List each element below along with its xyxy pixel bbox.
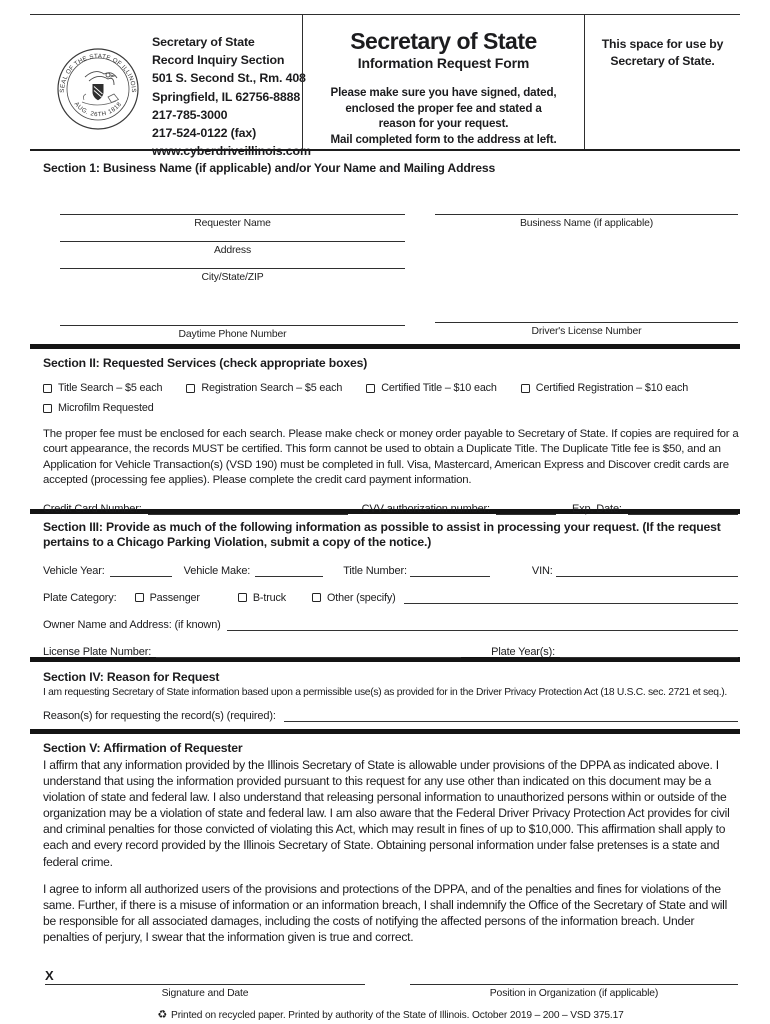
drivers-license-field[interactable] — [435, 322, 738, 337]
microfilm-checkbox[interactable] — [43, 404, 52, 413]
exp-date-label: Exp. Date: — [571, 502, 622, 515]
reason-field[interactable] — [284, 709, 738, 722]
requester-name-field[interactable] — [60, 214, 405, 229]
microfilm-option[interactable] — [43, 402, 738, 414]
b-truck-option[interactable] — [238, 592, 286, 604]
credit-card-label: Credit Card Number: — [43, 502, 142, 515]
state-seal-icon — [56, 42, 140, 134]
cvv-field[interactable] — [496, 502, 556, 515]
form-footer — [43, 1008, 738, 1021]
illinois-state-seal — [56, 42, 140, 149]
section-4-title: Section IV: Reason for Request — [43, 670, 220, 684]
section-5 — [30, 734, 740, 1021]
certified-registration-option[interactable] — [521, 382, 688, 394]
vin-field[interactable] — [556, 564, 738, 577]
title-number-field[interactable] — [410, 564, 490, 577]
registration-search-option[interactable] — [186, 382, 342, 394]
city-state-zip-field[interactable] — [60, 268, 405, 283]
form-subtitle: Information Request Form — [357, 55, 530, 71]
other-checkbox[interactable] — [312, 593, 321, 602]
section-1 — [30, 151, 740, 344]
header-title-block — [302, 15, 585, 149]
owner-name-address-field[interactable] — [227, 618, 738, 631]
certified-registration-checkbox[interactable] — [521, 384, 530, 393]
daytime-phone-field[interactable] — [60, 325, 405, 340]
header-office-block — [30, 15, 311, 159]
address-label: Address — [213, 245, 252, 256]
section-1-title: Section 1: Business Name (if applicable) and/or Your Name and Mailing Address — [43, 161, 496, 175]
office-fax: 217-524-0122 (fax) — [152, 126, 257, 141]
instruction-line: Mail completed form to the address at left. — [330, 132, 557, 146]
footer-text: Printed on recycled paper. Printed by authority of the State of Illinois. October 2019 – 200 – VSD 375.17 — [171, 1010, 624, 1022]
reason-row — [43, 709, 738, 722]
vehicle-make-field[interactable] — [255, 564, 323, 577]
other-specify-field[interactable] — [404, 591, 738, 604]
vehicle-make-label: Vehicle Make: — [183, 564, 251, 577]
registration-search-label: Registration Search – $5 each — [201, 382, 343, 394]
title-search-label: Title Search – $5 each — [58, 382, 163, 394]
plate-category-label: Plate Category: — [43, 591, 117, 604]
credit-card-number-field[interactable] — [148, 502, 348, 515]
city-state-zip-label: City/State/ZIP — [201, 272, 264, 283]
b-truck-checkbox[interactable] — [238, 593, 247, 602]
signature-label: Signature and Date — [161, 988, 249, 1000]
office-line: Secretary of State — [152, 35, 255, 49]
office-line: 501 S. Second St., Rm. 408 — [152, 71, 306, 86]
form-instructions — [303, 85, 584, 147]
license-plate-field[interactable] — [156, 645, 461, 658]
office-line: Record Inquiry Section — [152, 53, 285, 68]
owner-label: Owner Name and Address: (if known) — [43, 618, 221, 631]
instruction-line: Please make sure you have signed, dated, — [330, 86, 557, 99]
seal-eagle-emblem — [82, 72, 119, 105]
microfilm-label: Microfilm Requested — [58, 402, 154, 414]
business-name-field[interactable] — [435, 214, 738, 229]
position-field[interactable] — [410, 970, 738, 985]
credit-card-row — [43, 502, 738, 515]
recycle-icon: ♻ — [157, 1009, 168, 1022]
seal-bottom-text: AUG. 26TH 1818 — [72, 100, 124, 119]
drivers-license-label: Driver's License Number — [531, 326, 642, 337]
passenger-checkbox[interactable] — [135, 593, 144, 602]
signature-block — [45, 970, 365, 999]
fee-paragraph: The proper fee must be enclosed for each search. Please make check or money order payable to Secretary of State. If copies are required for a court appearance, the records MUST be certified. This form cannot be used to obtain a Duplicate Title. The Duplicate Title fee is $50, and an Application for Vehicle Transaction(s) (VSD 190) must be completed in full. Visa, Mastercard, American Express and Discover credit cards are accepted (processing fee applies). Please complete the credit card payment information. — [43, 428, 739, 487]
vehicle-year-field[interactable] — [110, 564, 172, 577]
reason-label: Reason(s) for requesting the record(s) (required): — [43, 710, 276, 722]
position-block — [410, 970, 738, 999]
registration-search-checkbox[interactable] — [186, 384, 195, 393]
office-phone: 217-785-3000 — [152, 107, 228, 122]
vin-label: VIN: — [531, 564, 553, 577]
certified-title-checkbox[interactable] — [366, 384, 375, 393]
instruction-line: enclosed the proper fee and stated a — [345, 101, 542, 115]
passenger-option[interactable] — [135, 592, 200, 604]
business-name-label: Business Name (if applicable) — [519, 218, 654, 229]
seal-top-text: SEAL OF THE STATE OF ILLINOIS — [58, 52, 138, 93]
office-address — [152, 33, 311, 159]
address-field[interactable] — [60, 241, 405, 256]
cvv-label: CVV authorization number: — [361, 502, 490, 515]
owner-row — [43, 618, 738, 631]
plate-years-field[interactable] — [560, 645, 738, 658]
title-search-option[interactable] — [43, 382, 162, 394]
title-number-label: Title Number: — [343, 564, 407, 577]
plate-category-row — [43, 591, 738, 604]
requester-name-label: Requester Name — [194, 218, 271, 229]
form-header — [30, 14, 740, 159]
position-label: Position in Organization (if applicable) — [489, 988, 659, 1000]
section-4 — [30, 662, 740, 729]
section-5-title: Section V: Affirmation of Requester — [43, 741, 243, 755]
daytime-phone-label: Daytime Phone Number — [178, 329, 287, 340]
permissible-use-statement: I am requesting Secretary of State information based upon a permissible use(s) as provided for in the Driver Privacy Protection Act (18 U.S.C. sec. 2721 et seq.). — [43, 687, 727, 698]
affirmation-paragraph-1: I affirm that any information provided by the Illinois Secretary of State is allowable under provisions of the DPPA as indicated above. I understand that using the information provided pursuant to this request for any use other than indicated on this document may be a violation of state and federal law. I also understand that releasing personal information to unauthorized persons within or outside of the organization may be a violation of state and federal law. I am also aware that the Federal Driver Privacy Protection Act provides for civil and criminal penalties for those convicted of violating this Act, which may result in fines of up to $10,000. This affirmation shall apply to each and every record provided by the Illinois Secretary of State. Obtaining personal information under false pretenses is a state and federal crime. — [43, 758, 730, 869]
passenger-label: Passenger — [149, 591, 200, 604]
section-2-title: Section II: Requested Services (check appropriate boxes) — [43, 356, 368, 370]
certified-title-label: Certified Title – $10 each — [381, 382, 497, 394]
signature-row — [43, 970, 738, 999]
license-plate-label: License Plate Number: — [43, 645, 152, 658]
svg-text:AUG. 26TH 1818 — [73, 101, 124, 119]
services-checkbox-row — [43, 382, 738, 394]
b-truck-label: B-truck — [252, 591, 287, 604]
certified-registration-label: Certified Registration – $10 each — [535, 382, 689, 394]
vehicle-row — [43, 564, 738, 577]
office-line: Springfield, IL 62756-8888 — [152, 89, 301, 104]
license-plate-row — [43, 645, 738, 658]
certified-title-option[interactable] — [366, 382, 497, 394]
exp-date-field[interactable] — [628, 502, 738, 515]
section-3-title: Section III: Provide as much of the following information as possible to assist in processing your request. (If the request pertains to a Chicago Parking Violation, submit a copy of the notice.) — [43, 520, 721, 549]
vehicle-year-label: Vehicle Year: — [43, 564, 105, 577]
plate-years-label: Plate Year(s): — [491, 645, 556, 658]
title-search-checkbox[interactable] — [43, 384, 52, 393]
section-2 — [30, 349, 740, 515]
office-use-box — [585, 15, 740, 149]
office-use-note-line: Secretary of State. — [610, 54, 715, 68]
instruction-line: reason for your request. — [378, 117, 509, 131]
signature-x-mark: X — [45, 968, 54, 984]
section-3 — [30, 514, 740, 657]
other-option[interactable] — [312, 592, 396, 604]
form-title: Secretary of State — [350, 28, 537, 54]
affirmation-paragraph-2: I agree to inform all authorized users of the provisions and protections of the DPPA, and of the penalties and fines for violations of the same. Further, if there is a misuse of information or an information breach, I shall indemnify the Office of the Secretary of State and will be responsible for all associated damages, including the costs of notifying the affected persons of the information breach. Under penalties of perjury, I swear that the information given is true and correct. — [43, 881, 728, 944]
office-website: www.cyberdriveillinois.com — [152, 144, 311, 159]
other-label: Other (specify) — [327, 591, 396, 604]
office-use-note-line: This space for use by — [601, 37, 724, 51]
